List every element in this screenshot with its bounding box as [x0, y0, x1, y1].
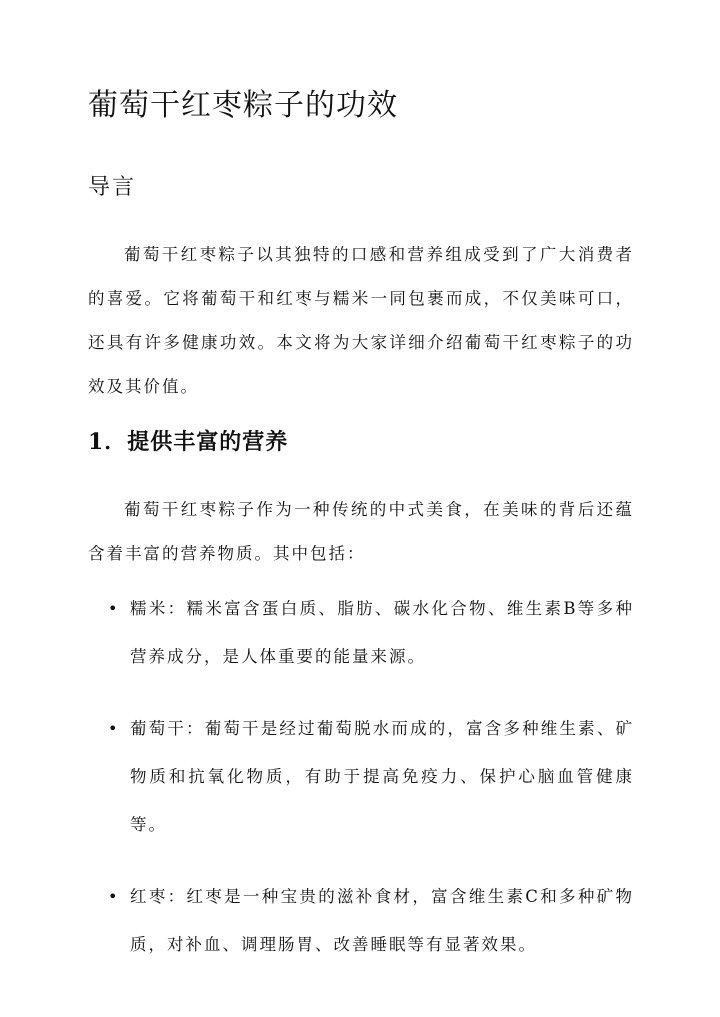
- bullet-icon: •: [108, 719, 120, 738]
- page-title: 葡萄干红枣粽子的功效: [88, 88, 398, 123]
- list-item: [88, 705, 634, 849]
- list-item-text: 糯米：糯米富含蛋白质、脂肪、碳水化合物、维生素B等多种营养成分，是人体重要的能量来源。: [130, 599, 634, 666]
- bullet-icon: •: [108, 887, 120, 906]
- list-item: [88, 873, 634, 969]
- intro-paragraph: 葡萄干红枣粽子以其独特的口感和营养组成受到了广大消费者的喜爱。它将葡萄干和红枣与糯米一同包裹而成，不仅美味可口，还具有许多健康功效。本文将为大家详细介绍葡萄干红枣粽子的功效及其价值。: [88, 245, 634, 396]
- section-1-paragraph: 葡萄干红枣粽子作为一种传统的中式美食，在美味的背后还蕴含着丰富的营养物质。其中包括：: [88, 500, 634, 563]
- bullet-icon: •: [108, 599, 120, 618]
- list-item: [88, 585, 634, 681]
- intro-heading: 导言: [88, 175, 137, 200]
- list-item-text: 红枣：红枣是一种宝贵的滋补食材，富含维生素C和多种矿物质，对补血、调理肠胃、改善睡眠等有显著效果。: [130, 887, 634, 954]
- section-1-heading: 1．提供丰富的营养: [88, 429, 289, 455]
- list-item-text: 葡萄干：葡萄干是经过葡萄脱水而成的，富含多种维生素、矿物质和抗氧化物质，有助于提高免疫力、保护心脑血管健康等。: [130, 719, 634, 834]
- nutrition-list: [88, 585, 634, 993]
